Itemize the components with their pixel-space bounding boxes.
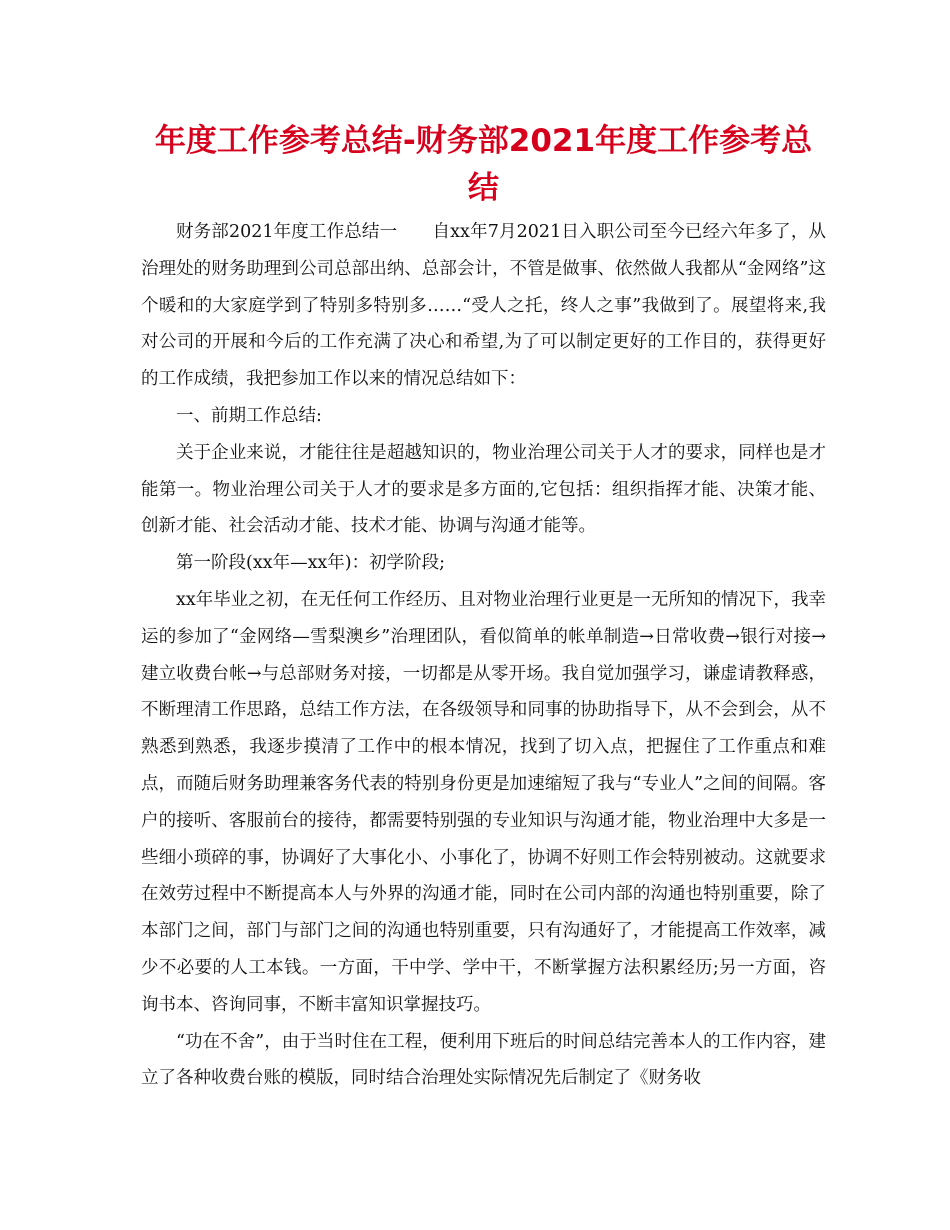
paragraph-intro: 财务部2021年度工作总结一 自xx年7月2021日入职公司至今已经六年多了，从治理处的财务助理到公司总部出纳、总部会计，不管是做事、依然做人我都从“金网络”这个暖和的大家庭学到了特别多特别多……“受人之托，终人之事”我做到了。展望将来,我对公司的开展和今后的工作充满了决心和希望,为了可以制定更好的工作目的，获得更好的工作成绩，我把参加工作以来的情况总结如下： bbox=[141, 222, 826, 390]
document-body bbox=[141, 214, 826, 1097]
paragraph-persistence: “功在不舍”，由于当时住在工程，便利用下班后的时间总结完善本人的工作内容，建立了各种收费台账的模版，同时结合治理处实际情况先后制定了《财务收 bbox=[141, 1031, 826, 1089]
paragraph-stage-one-heading: 第一阶段(xx年—xx年)：初学阶段; bbox=[176, 553, 446, 574]
paragraph-section-heading: 一、前期工作总结: bbox=[176, 405, 322, 426]
paragraph-abilities: 关于企业来说，才能往往是超越知识的，物业治理公司关于人才的要求，同样也是才能第一。物业治理公司关于人才的要求是多方面的,它包括：组织指挥才能、决策才能、创新才能、社会活动才能、技术才能、协调与沟通才能等。 bbox=[141, 442, 826, 537]
paragraph-stage-one-body: xx年毕业之初，在无任何工作经历、且对物业治理行业更是一无所知的情况下，我幸运的参加了“金网络—雪梨澳乡”治理团队，看似简单的帐单制造→日常收费→银行对接→建立收费台帐→与总部财务对接，一切都是从零开场。我自觉加强学习，谦虚请教释惑，不断理清工作思路，总结工作方法，在各级领导和同事的协助指导下，从不会到会，从不熟悉到熟悉，我逐步摸清了工作中的根本情况，找到了切入点，把握住了工作重点和难点，而随后财务助理兼客务代表的特别身份更是加速缩短了我与“专业人”之间的间隔。客户的接听、客服前台的接待，都需要特别强的专业知识与沟通才能，物业治理中大多是一些细小琐碎的事，协调好了大事化小、小事化了，协调不好则工作会特别被动。这就要求在效劳过程中不断提高本人与外界的沟通才能，同时在公司内部的沟通也特别重要，除了本部门之间，部门与部门之间的沟通也特别重要，只有沟通好了，才能提高工作效率，减少不必要的人工本钱。一方面，干中学、学中干，不断掌握方法积累经历;另一方面，咨询书本、咨询同事，不断丰富知识掌握技巧。 bbox=[141, 589, 826, 1015]
document-title: 年度工作参考总结-财务部2021年度工作参考总结 bbox=[154, 123, 813, 206]
